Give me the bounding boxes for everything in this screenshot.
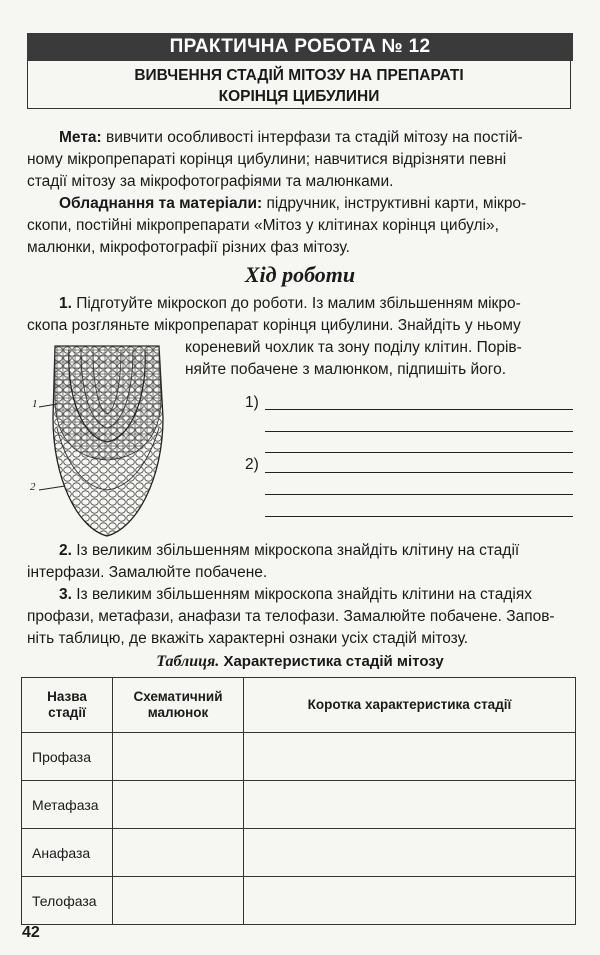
equipment-label: Обладнання та матеріали:: [59, 195, 263, 212]
step3-line-1: 3. Із великим збільшенням мікроскопа знайдіть клітини на стадіях: [59, 586, 532, 603]
description-cell[interactable]: [244, 781, 576, 829]
answer-label-2: 2): [245, 456, 259, 473]
table-row: [22, 829, 576, 877]
answer-line[interactable]: [265, 494, 573, 495]
stage-name-cell: Анафаза: [22, 829, 113, 877]
page-title: ПРАКТИЧНА РОБОТА № 12: [27, 33, 573, 61]
answer-line[interactable]: [265, 472, 573, 473]
table-caption-label: Таблиця.: [156, 653, 220, 670]
step1-line-1: 1. Підготуйте мікроскоп до роботи. Із малим збільшенням мікро-: [59, 295, 521, 312]
table-caption: [0, 653, 600, 671]
aim-label: Мета:: [59, 129, 102, 146]
aim-line-3: стадії мітозу за мікрофотографіями та малюнками.: [27, 173, 394, 190]
description-cell[interactable]: [244, 877, 576, 925]
step2-line-1: 2. Із великим збільшенням мікроскопа знайдіть клітину на стадії: [59, 542, 520, 559]
step3-line-3: ніть таблицю, де вкажіть характерні ознаки усіх стадій мітозу.: [27, 630, 469, 647]
step3-line-2: профази, метафази, анафази та телофази. Замалюйте побачене. Запов-: [27, 608, 555, 625]
figure-label-1: 1: [32, 398, 38, 410]
drawing-cell[interactable]: [113, 877, 244, 925]
subtitle-line-1: ВИВЧЕННЯ СТАДІЙ МІТОЗУ НА ПРЕПАРАТІ: [134, 67, 464, 84]
aim-paragraph: [27, 127, 573, 193]
description-cell[interactable]: [244, 733, 576, 781]
root-tip-figure: [27, 338, 187, 540]
step2-line-2: інтерфази. Замалюйте побачене.: [27, 564, 268, 581]
answer-line[interactable]: [265, 431, 573, 432]
header-short-description: Коротка характеристика стадії: [244, 678, 576, 733]
aim-line-2: ному мікропрепараті корінця цибулини; навчитися відрізняти певні: [27, 151, 507, 168]
answer-line[interactable]: [265, 516, 573, 517]
equipment-paragraph: [27, 193, 573, 259]
table-header-row: [22, 678, 576, 733]
figure-label-2: 2: [30, 481, 36, 493]
equipment-line-2: скопи, постійні мікропрепарати «Мітоз у клітинах корінця цибулі»,: [27, 217, 499, 234]
table-row: [22, 877, 576, 925]
table-row: [22, 733, 576, 781]
page-number: 42: [22, 924, 40, 941]
root-tip-drawing: [27, 338, 187, 540]
answer-line[interactable]: [265, 452, 573, 453]
drawing-cell[interactable]: [113, 829, 244, 877]
header-schematic-drawing: Схематичний малюнок: [113, 678, 244, 733]
step1-line-2: скопа розгляньте мікропрепарат корінця цибулини. Знайдіть у ньому: [27, 317, 521, 334]
step1-wrap-paragraph: [185, 337, 573, 381]
stage-name-cell: Профаза: [22, 733, 113, 781]
step2-paragraph: [27, 540, 573, 584]
answer-line[interactable]: [265, 409, 573, 410]
drawing-cell[interactable]: [113, 781, 244, 829]
subtitle-line-2: КОРІНЦЯ ЦИБУЛИНИ: [218, 88, 380, 105]
table-caption-title: Характеристика стадій мітозу: [223, 653, 444, 670]
stage-name-cell: Телофаза: [22, 877, 113, 925]
step1-paragraph: [27, 293, 573, 337]
drawing-cell[interactable]: [113, 733, 244, 781]
header-stage-name: Назва стадії: [22, 678, 113, 733]
work-subtitle: [27, 61, 571, 109]
aim-line-1: Мета: вивчити особливості інтерфази та стадій мітозу на постій-: [59, 129, 523, 146]
stage-name-cell: Метафаза: [22, 781, 113, 829]
table-row: [22, 781, 576, 829]
procedure-heading: Хід роботи: [244, 262, 356, 287]
pointer-line-2: [39, 486, 65, 490]
mitosis-stages-table: [21, 677, 576, 925]
equipment-line-3: малюнки, мікрофотографії різних фаз мітозу.: [27, 239, 350, 256]
answer-label-1: 1): [245, 394, 259, 411]
equipment-line-1: Обладнання та матеріали: підручник, інструктивні карти, мікро-: [59, 195, 527, 212]
step1-line-3: кореневий чохлик та зону поділу клітин. Порів-: [185, 339, 522, 356]
step1-line-4: няйте побачене з малюнком, підпишіть його.: [185, 361, 507, 378]
description-cell[interactable]: [244, 829, 576, 877]
step3-paragraph: [27, 584, 573, 650]
